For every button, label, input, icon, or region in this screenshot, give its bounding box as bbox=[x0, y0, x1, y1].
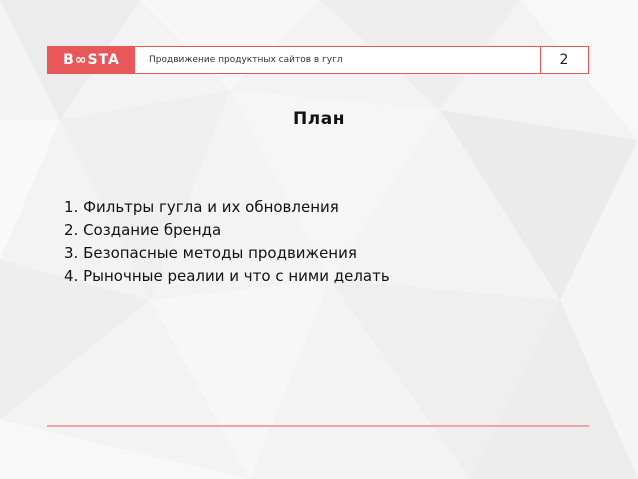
list-item: 1. Фильтры гугла и их обновления bbox=[64, 198, 339, 216]
footer-line bbox=[47, 425, 589, 427]
presentation-subtitle: Продвижение продуктных сайтов в гугл bbox=[149, 55, 343, 65]
list-item: 2. Создание бренда bbox=[64, 221, 222, 239]
plan-list bbox=[64, 196, 390, 288]
list-item: 4. Рыночные реалии и что с ними делать bbox=[64, 267, 390, 285]
slide-title: План bbox=[293, 109, 345, 129]
header-bar bbox=[47, 46, 589, 74]
brand-logo: B∞STA bbox=[48, 47, 135, 73]
list-item: 3. Безопасные методы продвижения bbox=[64, 244, 357, 262]
page-number: 2 bbox=[559, 52, 569, 68]
